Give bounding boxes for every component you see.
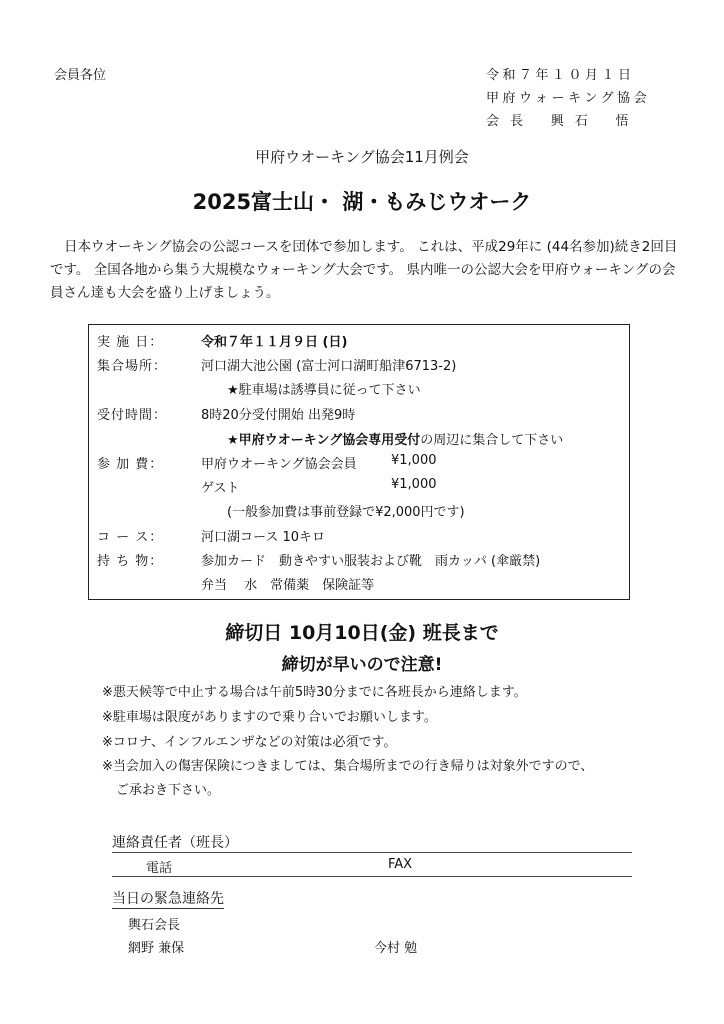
fee-member-label: 甲府ウオーキング協会会員 bbox=[201, 457, 357, 472]
date-block bbox=[486, 64, 650, 133]
fee-member-value: ¥1,000 bbox=[391, 453, 437, 468]
reception-note-bold: ★甲府ウオーキング協会専用受付 bbox=[227, 433, 421, 448]
note-covid: ※コロナ、インフルエンザなどの対策は必須です。 bbox=[102, 735, 397, 750]
event-title: 2025富士山・ 湖・もみじウオーク bbox=[192, 190, 532, 214]
date-value: 令和７年１１月９日 (日) bbox=[201, 335, 348, 350]
items-label: 持 ち 物： bbox=[97, 554, 164, 569]
parking-note: ★駐車場は誘導員に従って下さい bbox=[227, 383, 421, 398]
date-label: 実 施 日： bbox=[97, 335, 164, 350]
contact-divider-top bbox=[112, 852, 632, 853]
reception-label: 受付時間： bbox=[97, 408, 168, 423]
emergency-person2: 今村 勉 bbox=[374, 941, 418, 956]
note-insurance-cont: ご承おき下さい。 bbox=[116, 783, 221, 798]
deadline-warning: 締切が早いので注意! bbox=[281, 655, 443, 675]
fee-guest-value: ¥1,000 bbox=[391, 477, 437, 492]
fax-label: FAX bbox=[388, 857, 413, 872]
items-line1: 参加カード 動きやすい服装および靴 雨カッパ (傘厳禁) bbox=[201, 554, 541, 569]
president-name: 会 長 興 石 悟 bbox=[486, 114, 633, 129]
phone-label: 電話 bbox=[146, 861, 173, 876]
reception-value: 8時20分受付開始 出発9時 bbox=[201, 408, 356, 423]
deadline-heading: 締切日 10月10日(金) 班長まで bbox=[225, 622, 499, 644]
course-value: 河口湖コース 10キロ bbox=[201, 530, 326, 545]
fee-note: (一般参加費は事前登録で¥2,000円です) bbox=[227, 505, 465, 520]
addressee: 会員各位 bbox=[54, 68, 107, 83]
meeting-label: 集合場所： bbox=[97, 359, 168, 374]
note-weather: ※悪天候等で中止する場合は午前5時30分までに各班長から連絡します。 bbox=[102, 685, 527, 700]
emergency-role: 輿石会長 bbox=[128, 918, 181, 933]
meeting-value: 河口湖大池公園 (富士河口湖町船津6713-2) bbox=[201, 359, 457, 374]
event-subtitle: 甲府ウオーキング協会11月例会 bbox=[255, 148, 469, 166]
fee-guest-label: ゲスト bbox=[201, 481, 240, 496]
emergency-title: 当日の緊急連絡先 bbox=[112, 888, 224, 909]
issuing-org: 甲府ウォーキング協会 bbox=[486, 91, 651, 106]
contact-title: 連絡責任者（班長） bbox=[112, 835, 238, 851]
contact-divider-bottom bbox=[112, 876, 632, 877]
fee-label: 参 加 費： bbox=[97, 457, 164, 472]
reception-note-rest: の周辺に集合して下さい bbox=[420, 433, 564, 448]
course-label: コ ー ス： bbox=[97, 530, 164, 545]
issue-date: 令和７年１０月１日 bbox=[486, 68, 635, 83]
emergency-person1: 網野 兼保 bbox=[128, 941, 185, 956]
items-line2: 弁当 水 常備薬 保険証等 bbox=[201, 578, 375, 593]
event-details-box bbox=[88, 324, 630, 600]
intro-paragraph: 日本ウオーキング協会の公認コースを団体で参加します。 これは、平成29年に (44名参加)続き2回目です。 全国各地から集う大規模なウォーキング大会です。 県内唯一の公認大会を甲府ウォーキングの会員さん達も大会を盛り上げましょう。 bbox=[50, 239, 678, 301]
note-parking: ※駐車場は限度がありますので乗り合いでお願いします。 bbox=[102, 710, 437, 725]
note-insurance: ※当会加入の傷害保険につきましては、集合場所までの行き帰りは対象外ですので、 bbox=[102, 759, 594, 774]
reception-note bbox=[227, 429, 563, 448]
